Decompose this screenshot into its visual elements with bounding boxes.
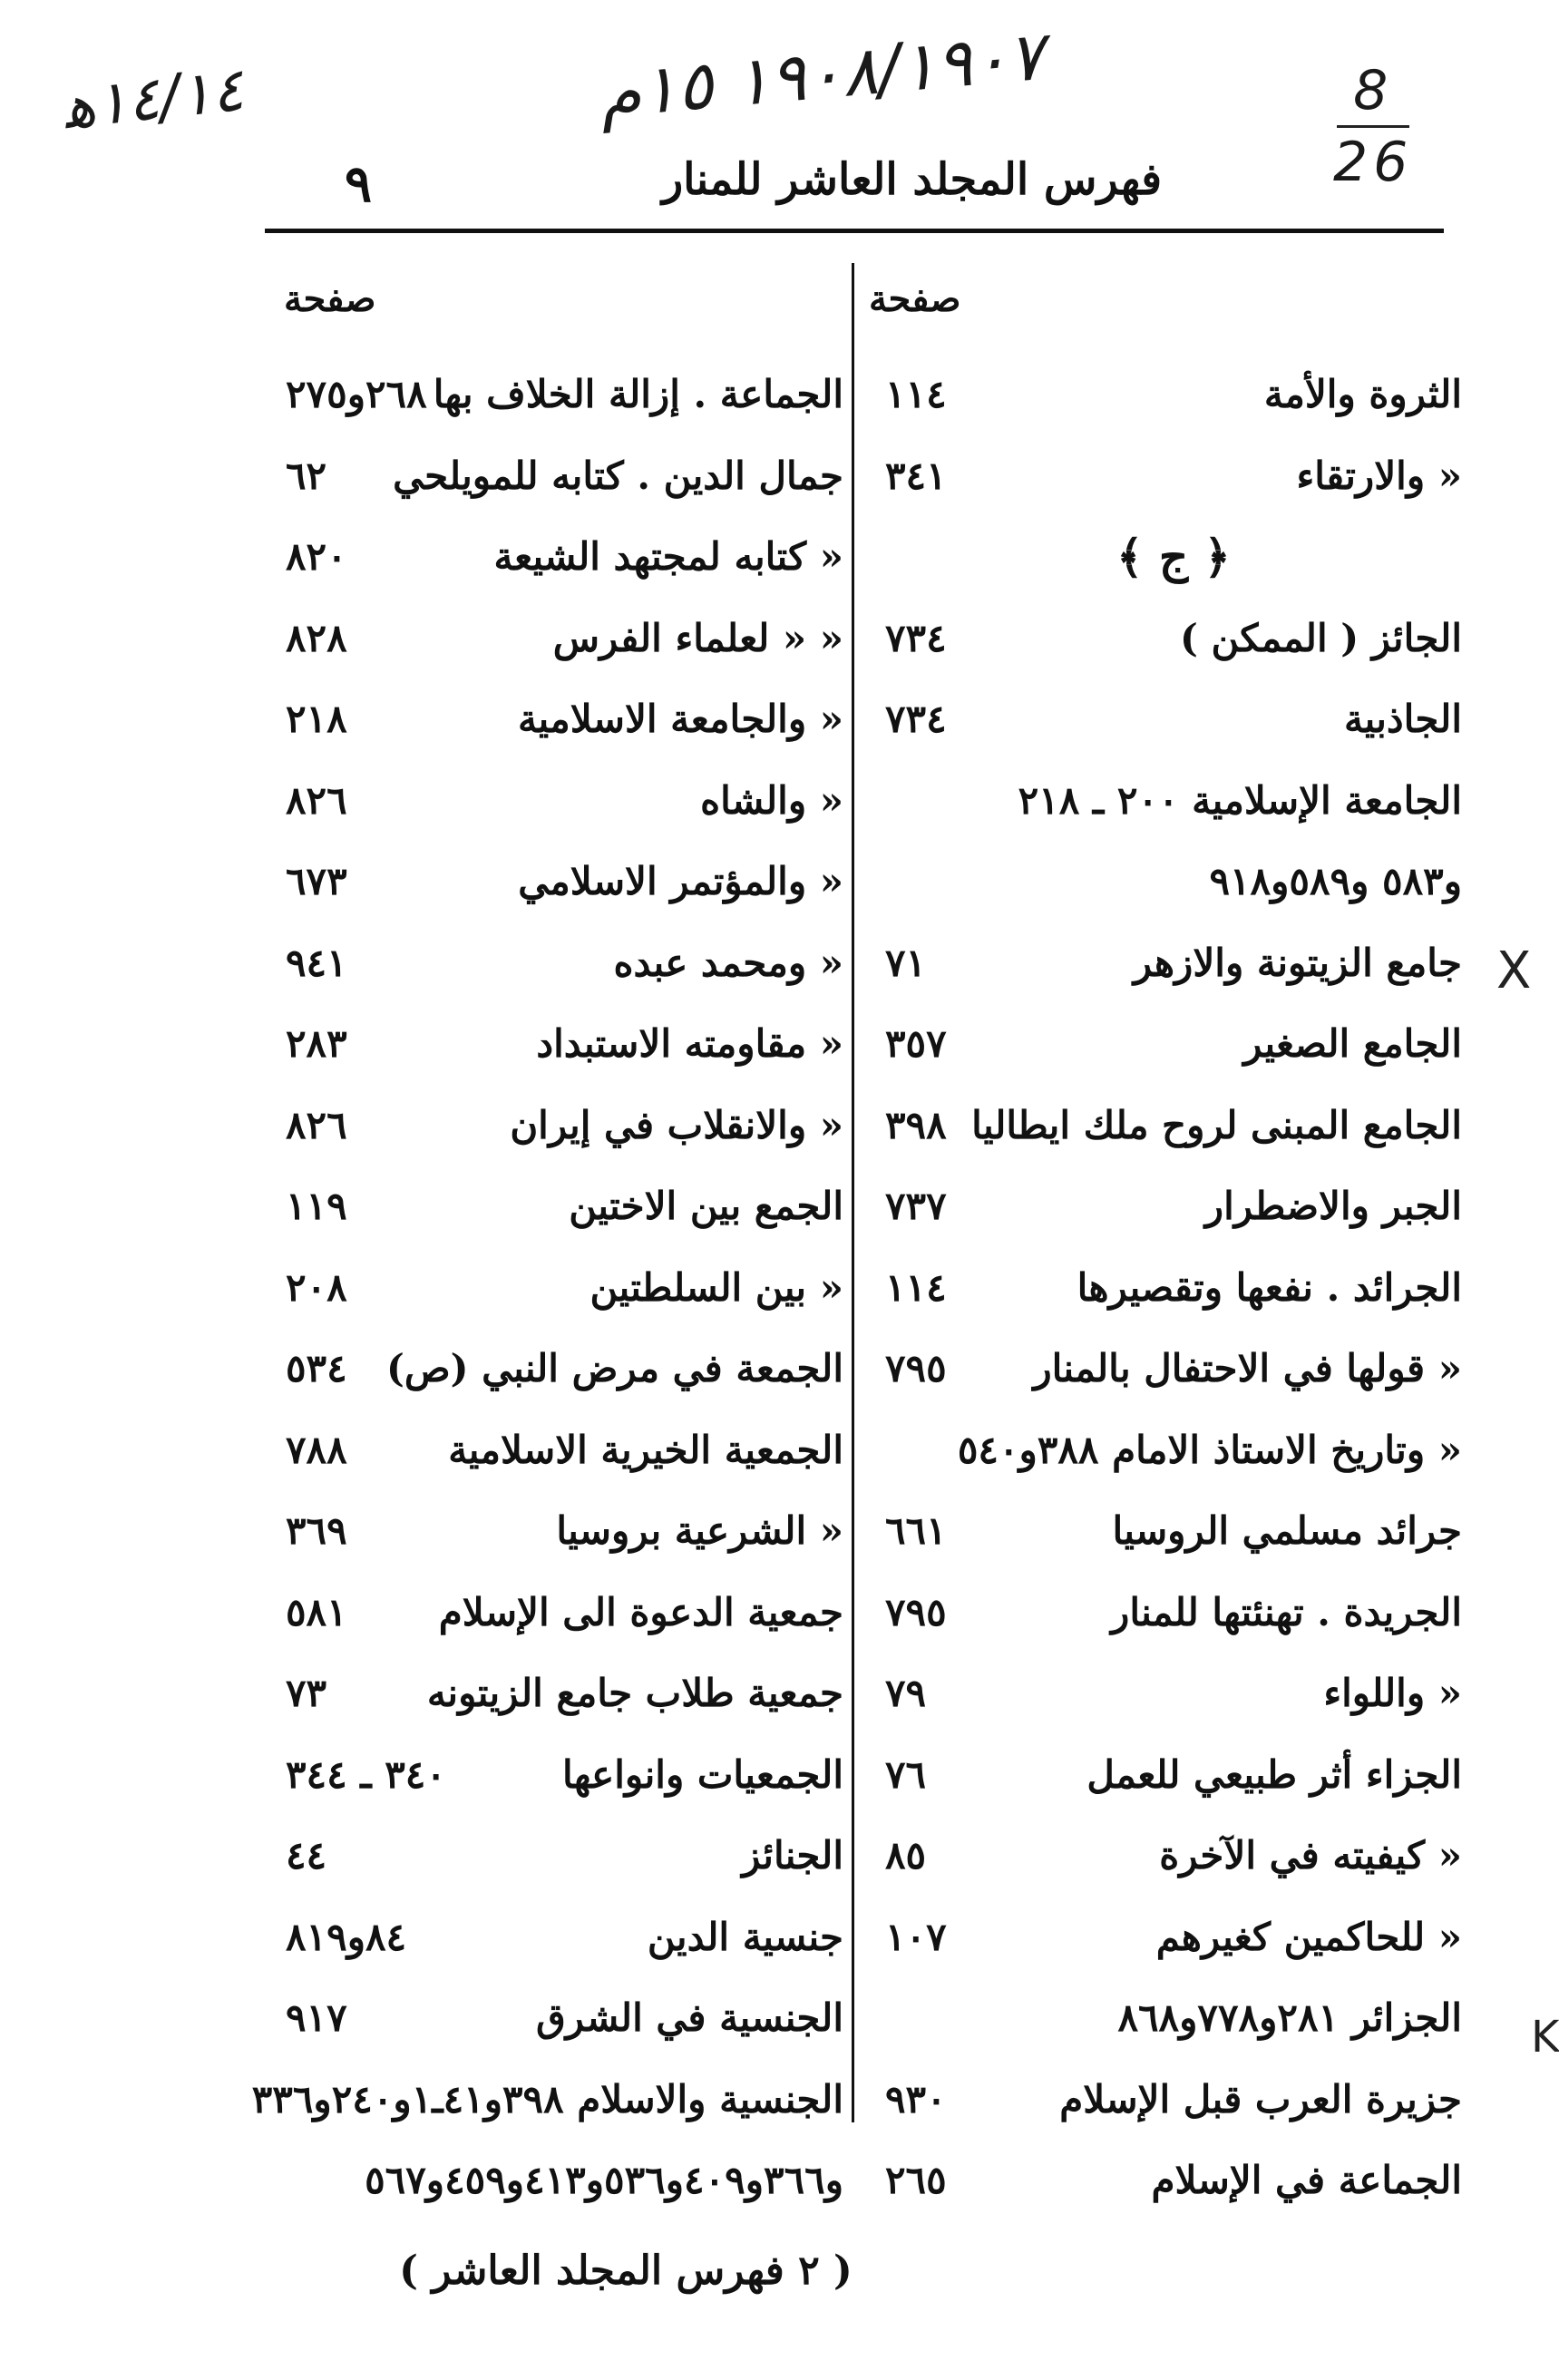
- index-entry: [863, 1897, 1462, 1978]
- handwritten-numerator: 8: [1353, 59, 1394, 122]
- index-entry: [268, 1085, 843, 1166]
- entry-page: ٧٩: [885, 1671, 927, 1716]
- entry-page: ٣٤١: [885, 453, 947, 498]
- index-entry: [268, 1166, 843, 1247]
- entry-term: « مقاومته الاستبداد: [536, 1021, 843, 1067]
- index-entry: [863, 435, 1462, 517]
- entry-term: و٥٨٣ و٥٨٩و٩١٨: [1209, 859, 1462, 904]
- entry-term: جامع الزيتونة والازهر: [1133, 940, 1462, 985]
- entry-page: ٧٣: [286, 1671, 327, 1716]
- page-footer: ( ٢ فهرس المجلد العاشر ): [399, 2248, 853, 2294]
- entry-page: ٨٥: [885, 1833, 927, 1878]
- index-entry: [268, 1653, 843, 1734]
- entry-term: « والانقلاب في إيران: [510, 1102, 843, 1147]
- index-entry: [268, 678, 843, 760]
- index-entry: [268, 922, 843, 1004]
- page-header: [272, 154, 1433, 227]
- index-entry: [863, 1085, 1462, 1166]
- entry-term: الثروة والأمة: [1263, 372, 1462, 417]
- index-entry: [268, 1977, 843, 2059]
- entry-term: الجمعيات وانواعها: [562, 1751, 843, 1797]
- entry-term: و٣٦٦و٤٠٩و٥٣٦و٤١٣و٤٥٩و٥٦٧: [365, 2158, 843, 2203]
- entry-page: ٩٤١: [286, 940, 347, 985]
- page-column-label: صفحة: [284, 278, 376, 320]
- index-entry: [863, 1490, 1462, 1572]
- index-entry: [863, 1166, 1462, 1247]
- index-entry: [863, 2059, 1462, 2141]
- entry-term: الجرائد . نفعها وتقصيرها: [1077, 1264, 1462, 1310]
- entry-page: ٧١: [885, 940, 927, 985]
- index-entry: [863, 760, 1462, 842]
- entry-term: الجنائز: [742, 1833, 843, 1878]
- index-entry: [863, 841, 1462, 922]
- index-entry: [863, 1247, 1462, 1329]
- entry-page: ٤٤: [286, 1833, 327, 1878]
- entry-page: ١١٤: [885, 1264, 947, 1310]
- index-entry: [863, 1003, 1462, 1085]
- entry-page: ٨٢٠: [286, 534, 347, 580]
- entry-term: الجامع المبنى لروح ملك ايطاليا: [971, 1102, 1462, 1147]
- entry-term: الجامعة الإسلامية ٢٠٠ ـ ٢١٨: [1018, 777, 1462, 823]
- entry-page: ٣٥٧: [885, 1021, 947, 1067]
- entry-page: ١٠٧: [885, 1914, 947, 1959]
- entry-term: الجمعية الخيرية الاسلامية: [448, 1427, 843, 1472]
- entry-term: جرائد مسلمي الروسيا: [1112, 1508, 1462, 1554]
- section-letter: ﴿ ج ﴾: [1116, 530, 1231, 584]
- handwritten-denominator: 26: [1333, 131, 1414, 194]
- index-entry: [863, 1328, 1462, 1409]
- entry-term: الجماعة . إزالة الخلاف بها: [433, 372, 843, 417]
- entry-page: ٣٦٩: [286, 1508, 347, 1554]
- entry-page: ١١٩: [286, 1184, 347, 1229]
- page-title: فهرس المجلد العاشر للمنار: [662, 154, 1163, 205]
- entry-page: ٨٤و٨١٩: [286, 1914, 407, 1959]
- index-entry: [863, 1734, 1462, 1816]
- entry-page: ٢٦٨و٢٧٥: [286, 372, 427, 417]
- index-entry: [268, 598, 843, 679]
- entry-page: ٢١٨: [286, 697, 347, 742]
- index-entry: [268, 435, 843, 517]
- entry-page: ٦٢: [286, 453, 327, 498]
- index-entry: [268, 1247, 843, 1329]
- entry-page: ٦٧٣: [286, 859, 347, 904]
- entry-term: الجزاء أثر طبيعي للعمل: [1086, 1751, 1462, 1797]
- entry-term: الجمعة في مرض النبي (ص): [386, 1346, 843, 1391]
- entry-page: ٣٩٨: [885, 1102, 947, 1147]
- index-entry: [268, 516, 843, 598]
- entry-term: الجماعة في الإسلام: [1151, 2158, 1462, 2203]
- index-entry: [863, 2140, 1462, 2221]
- index-entry: [863, 922, 1462, 1004]
- entry-term: الجامع الصغير: [1243, 1021, 1462, 1067]
- entry-page: ٢٦٥: [885, 2158, 947, 2203]
- entry-term: الجبر والاضطرار: [1204, 1184, 1462, 1229]
- section-letter-heading: [863, 516, 1462, 598]
- column-divider: [852, 263, 854, 2122]
- entry-term: الجزائر ٢٨١و٧٧٨و٨٦٨: [1117, 1995, 1462, 2041]
- handwritten-note-middle: ١٩٠٨/١٩٠٧ ١٥م: [596, 16, 1047, 134]
- entry-page: ٧٦: [885, 1751, 927, 1797]
- entry-term: جمال الدين . كتابه للمويلحي: [393, 453, 843, 498]
- header-rule: [265, 229, 1444, 233]
- entry-term: « للحاكمين كغيرهم: [1155, 1914, 1462, 1959]
- index-entry: [268, 1734, 843, 1816]
- entry-page: ٧٣٧: [885, 1184, 947, 1229]
- index-entry: [863, 354, 1462, 435]
- entry-page: ٧٨٨: [286, 1427, 347, 1472]
- index-entry: [268, 354, 843, 435]
- entry-term: « كتابه لمجتهد الشيعة: [493, 534, 843, 580]
- entry-term: جمعية الدعوة الى الإسلام: [438, 1589, 843, 1634]
- page-number: ٩: [345, 154, 373, 214]
- index-entry: [268, 1815, 843, 1897]
- entry-term: « ومحمد عبده: [613, 940, 843, 985]
- entry-term: الجنسية والاسلام ٣٩٨و٤١ـ١و٢٤٠و٣٣٦: [251, 2076, 843, 2122]
- index-column-left: [251, 263, 843, 2221]
- handwritten-note-left: ١٤/١٤ﻫ: [60, 54, 248, 143]
- entry-term: الجنسية في الشرق: [536, 1995, 843, 2041]
- index-entry: [268, 1409, 843, 1491]
- entry-term: « واللواء: [1323, 1671, 1462, 1716]
- index-entry: [268, 2140, 843, 2221]
- entry-term: جنسية الدين: [647, 1914, 843, 1959]
- entry-term: الجمع بين الاختين: [569, 1184, 843, 1229]
- entry-page: ٥٨١: [286, 1589, 347, 1634]
- index-entry: [268, 1328, 843, 1409]
- entry-term: « وتاريخ الاستاذ الامام ٣٨٨و٥٤٠: [957, 1427, 1462, 1472]
- index-entry: [268, 1897, 843, 1978]
- index-entry: [251, 2059, 843, 2141]
- entry-page: ٨٢٦: [286, 1102, 347, 1147]
- index-entry: [863, 1572, 1462, 1653]
- index-column-right: [863, 263, 1462, 2221]
- entry-term: جمعية طلاب جامع الزيتونه: [426, 1671, 843, 1716]
- index-entry: [863, 1815, 1462, 1897]
- index-entry: [863, 1977, 1462, 2059]
- page-column-label: صفحة: [869, 278, 961, 320]
- entry-term: الجائز ( الممكن ): [1179, 615, 1462, 660]
- entry-page: ٨٢٦: [286, 777, 347, 823]
- entry-page: ٣٤٠ ـ ٣٤٤: [286, 1751, 446, 1797]
- index-entry: [268, 1490, 843, 1572]
- entry-page: ٢٨٣: [286, 1021, 347, 1067]
- index-entry: [863, 598, 1462, 679]
- entry-page: ٧٣٤: [885, 615, 947, 660]
- index-entry: [268, 1003, 843, 1085]
- entry-term: « والجامعة الاسلامية: [518, 697, 843, 742]
- index-entry: [268, 760, 843, 842]
- entry-term: « الشرعية بروسيا: [556, 1508, 843, 1554]
- entry-term: « « لعلماء الفرس: [552, 615, 843, 660]
- entry-page: ٨٢٨: [286, 615, 347, 660]
- entry-term: الجاذبية: [1344, 697, 1462, 742]
- entry-term: « والارتقاء: [1296, 453, 1462, 498]
- entry-term: الجريدة . تهنئتها للمنار: [1111, 1589, 1462, 1634]
- index-entry: [863, 678, 1462, 760]
- index-entry: [863, 1409, 1462, 1491]
- index-entry: [268, 1572, 843, 1653]
- entry-page: ٦٦١: [885, 1508, 947, 1554]
- entry-page: ١١٤: [885, 372, 947, 417]
- entry-term: « والشاه: [700, 777, 843, 823]
- handwritten-fraction-bar: [1337, 125, 1409, 128]
- entry-page: ٥٣٤: [286, 1346, 347, 1391]
- entry-term: « بين السلطتين: [589, 1264, 843, 1310]
- entry-term: جزيرة العرب قبل الإسلام: [1059, 2076, 1462, 2122]
- margin-x-mark: X: [1496, 941, 1532, 1000]
- entry-page: ٧٣٤: [885, 697, 947, 742]
- entry-page: ٧٩٥: [885, 1346, 947, 1391]
- margin-k-mark: K: [1531, 2012, 1559, 2063]
- entry-page: ٩٣٠: [885, 2076, 947, 2122]
- entry-page: ٩١٧: [286, 1995, 347, 2041]
- entry-page: ٢٠٨: [286, 1264, 347, 1310]
- entry-term: « قولها في الاحتفال بالمنار: [1033, 1346, 1462, 1391]
- entry-term: « كيفيته في الآخرة: [1159, 1833, 1462, 1878]
- index-entry: [268, 841, 843, 922]
- entry-page: ٧٩٥: [885, 1589, 947, 1634]
- index-entry: [863, 1653, 1462, 1734]
- entry-term: « والمؤتمر الاسلامي: [518, 859, 843, 904]
